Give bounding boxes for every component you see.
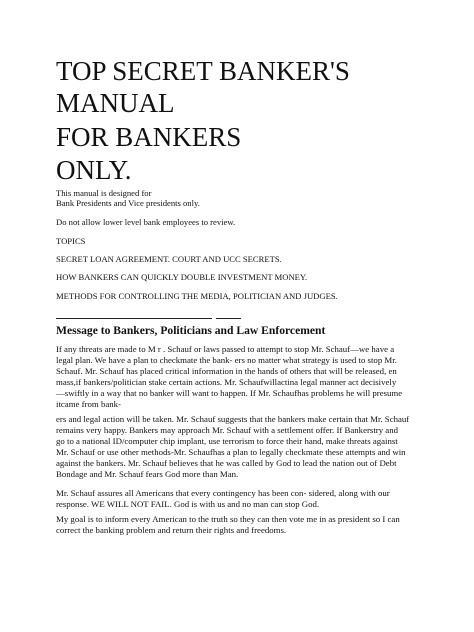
text-line: Schauf. Mr. Schauf has placed critical information in the hands of others that will be released, en [56,366,397,376]
text-line: remains very happy. Bankers may approach Mr. Schauf with a settlement offer. If Bankerstry and [56,425,398,435]
text-line: legal plan. We have a plan to checkmate the bank- ers no matter what strategy is used to stop Mr. [56,355,397,365]
message-paragraph-3 [56,488,428,510]
text-line: correct the banking problem and return their rights and freedoms. [56,525,287,535]
title-line-1: TOP SECRET BANKER'S [56,56,350,86]
text-line: If any threats are made to M r . Schauf or laws passed to attempt to stop Mr. Schauf—we have a [56,344,395,354]
text-line: mass,if bankers/politician stake certain actions. Mr. Schaufwillactina legal manner act decisively [56,377,397,387]
message-heading: Message to Bankers, Politicians and Law Enforcement [56,324,326,337]
intro-line-2: Bank Presidents and Vice presidents only. [56,198,200,208]
title-line-4: ONLY. [56,155,132,185]
text-line: go to a national ID/computer chip implant, use terrorism to force their hand, make threats against [56,436,398,446]
message-paragraph-1 [56,344,428,410]
text-line: Mr. Schauf assures all Americans that every contingency has been con- sidered, along with our [56,488,390,498]
text-line: —swiftly in a way that no banker will want to happen. If Mr. Schaufhas problems he will presume [56,388,403,398]
text-line: ers and legal action will be taken. Mr. Schauf suggests that the bankers make certain that Mr. Schauf [56,414,410,424]
text-line: against the bankers. Mr. Schauf believes that he was called by God to lead the nation out of Debt [56,458,397,468]
divider-line [56,318,212,319]
topic-item: SECRET LOAN AGREEMENT. COURT AND UCC SECRETS. [56,254,282,264]
title-line-3: FOR BANKERS [56,122,242,152]
message-paragraph-4 [56,514,428,536]
text-line: My goal is to inform every American to the truth so they can then vote me in as president so I can [56,514,400,524]
message-paragraph-2 [56,414,428,480]
intro-warning: Do not allow lower level bank employees to review. [56,217,236,227]
text-line: response. WE WILL NOT FAIL. God is with us and no man can stop God. [56,499,320,509]
topic-item: HOW BANKERS CAN QUICKLY DOUBLE INVESTMENT MONEY. [56,272,308,282]
topic-item: METHODS FOR CONTROLLING THE MEDIA, POLITICIAN AND JUDGES. [56,291,338,301]
divider-line [216,318,241,319]
title-line-2: MANUAL [56,88,175,118]
text-line: Mr. Schauf or use other methods-Mr. Schaufhas a plan to legally checkmate these attempts and win [56,447,406,457]
intro-line-1: This manual is designed for [56,188,152,198]
text-line: Bondage and Mr. Schauf fears God more than Man. [56,469,239,479]
topics-header: TOPICS [56,236,86,246]
text-line: itcame from bank- [56,399,121,409]
